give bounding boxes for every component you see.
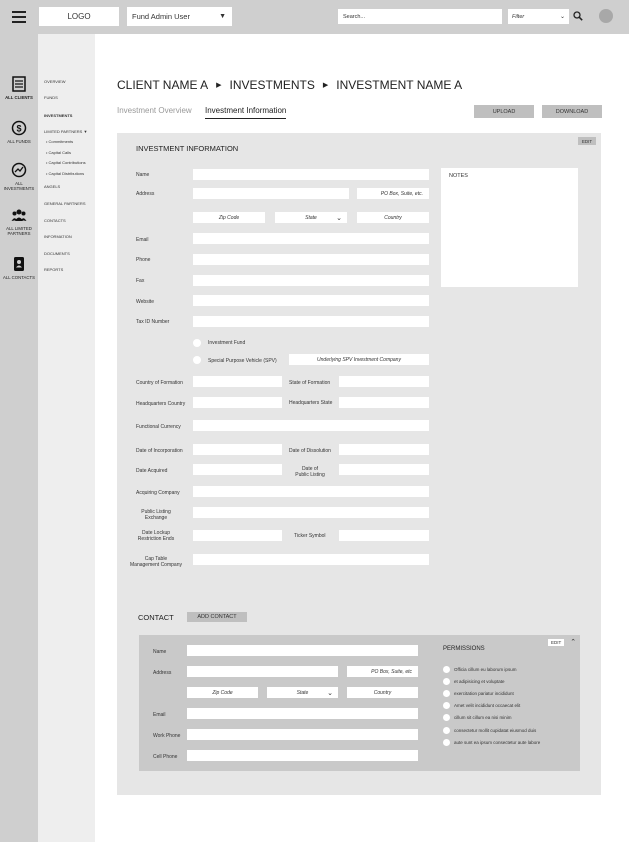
- breadcrumb-investment: INVESTMENT NAME A: [336, 78, 463, 92]
- country-formation-field[interactable]: [193, 376, 282, 387]
- cap-table-field[interactable]: [193, 554, 429, 565]
- chevron-down-icon: ⌄: [336, 214, 342, 222]
- permission-item[interactable]: exercitation pariatur incididunt: [443, 690, 514, 697]
- state-formation-label: State of Formation: [289, 380, 331, 386]
- contact-edit-controls: [548, 638, 578, 646]
- subnav-capital-contributions[interactable]: • Capital Contributions: [46, 160, 86, 165]
- contact-name-label: Name: [153, 649, 167, 655]
- email-label: Email: [136, 237, 149, 243]
- search-icon[interactable]: [573, 11, 583, 21]
- underlying-spv-field[interactable]: Underlying SPV Investment Company: [289, 354, 429, 365]
- hq-country-label: Headquarters Country: [136, 401, 186, 407]
- permission-radio[interactable]: [443, 666, 450, 673]
- date-acquired-field[interactable]: [193, 464, 282, 475]
- country-field[interactable]: Country: [357, 212, 429, 223]
- caret-down-icon: ▼: [219, 13, 226, 20]
- phone-label: Phone: [136, 257, 151, 263]
- website-label: Website: [136, 299, 154, 305]
- avatar[interactable]: [599, 9, 613, 23]
- upload-button[interactable]: UPLOAD: [474, 105, 534, 118]
- date-dissolution-field[interactable]: [339, 444, 429, 455]
- subnav-reports[interactable]: REPORTS: [44, 267, 64, 272]
- address-field[interactable]: [193, 188, 349, 199]
- permission-radio[interactable]: [443, 739, 450, 746]
- permission-radio[interactable]: [443, 727, 450, 734]
- breadcrumb: [117, 78, 462, 92]
- subnav-capital-calls[interactable]: • Capital Calls: [46, 150, 71, 155]
- name-label: Name: [136, 172, 150, 178]
- spv-label: Special Purpose Vehicle (SPV): [208, 358, 277, 364]
- contact-name-field[interactable]: [187, 645, 418, 656]
- contact-zip-field[interactable]: Zip Code: [187, 687, 258, 698]
- trend-icon: [11, 162, 27, 178]
- download-button[interactable]: DOWNLOAD: [542, 105, 602, 118]
- subnav-information[interactable]: INFORMATION: [44, 234, 72, 239]
- cell-phone-field[interactable]: [187, 750, 418, 761]
- contact-edit-button[interactable]: EDIT: [548, 639, 564, 646]
- notes-box[interactable]: NOTES: [441, 168, 578, 287]
- subnav-capital-distributions[interactable]: • Capital Distributions: [46, 171, 85, 176]
- svg-text:$: $: [16, 123, 22, 134]
- fax-label: Fax: [136, 278, 145, 284]
- acquiring-company-label: Acquiring Company: [136, 490, 180, 496]
- group-icon: [11, 207, 27, 223]
- edit-button[interactable]: EDIT: [578, 137, 596, 145]
- state-select[interactable]: State ⌄: [275, 212, 347, 223]
- nav-all-funds[interactable]: $ ALL FUNDS: [0, 120, 38, 144]
- contact-po-box-field[interactable]: PO Box, Suite, etc: [347, 666, 418, 677]
- tax-id-field[interactable]: [193, 316, 429, 327]
- chevron-up-icon[interactable]: ⌃: [570, 639, 577, 646]
- functional-currency-field[interactable]: [193, 420, 429, 431]
- investment-fund-radio[interactable]: [193, 339, 201, 347]
- zip-code-field[interactable]: Zip Code: [193, 212, 265, 223]
- add-contact-button[interactable]: ADD CONTACT: [187, 612, 247, 622]
- breadcrumb-separator-icon: ▶: [322, 82, 329, 89]
- cell-phone-label: Cell Phone: [153, 754, 178, 760]
- subnav-limited-partners[interactable]: LIMITED PARTNERS ▼: [44, 129, 88, 134]
- contact-title: CONTACT: [138, 613, 174, 622]
- date-lockup-field[interactable]: [193, 530, 282, 541]
- hamburger-menu-icon[interactable]: [12, 11, 26, 23]
- address-label: Address: [136, 191, 155, 197]
- search-input[interactable]: Search...: [338, 9, 502, 24]
- functional-currency-label: Functional Currency: [136, 424, 181, 430]
- nav-all-limited-partners[interactable]: ALL LIMITED PARTNERS: [0, 207, 38, 236]
- work-phone-label: Work Phone: [153, 733, 181, 739]
- permission-radio[interactable]: [443, 678, 450, 685]
- subnav-commitments[interactable]: • Commitments: [46, 139, 74, 144]
- ticker-label: Ticker Symbol: [294, 533, 326, 539]
- cap-table-label: Cap Table Management Company: [130, 556, 182, 568]
- permissions-title: PERMISSIONS: [443, 646, 485, 652]
- permission-item[interactable]: et adipisicing et voluptate: [443, 678, 505, 685]
- chevron-down-icon: ⌄: [559, 14, 565, 20]
- date-incorporation-field[interactable]: [193, 444, 282, 455]
- contact-email-field[interactable]: [187, 708, 418, 719]
- acquiring-company-field[interactable]: [193, 486, 429, 497]
- left-nav: [0, 34, 38, 842]
- contacts-icon: [11, 256, 27, 272]
- phone-field[interactable]: [193, 254, 429, 265]
- permission-item[interactable]: aute sunt ea ipsum consectetur aute labore: [443, 739, 540, 746]
- tab-investment-overview[interactable]: Investment Overview: [117, 106, 192, 115]
- permission-item[interactable]: cillum sit cillum ea nisi minim: [443, 714, 512, 721]
- tab-investment-information[interactable]: Investment Information: [205, 106, 286, 119]
- hq-country-field[interactable]: [193, 397, 282, 408]
- filter-select[interactable]: Filter ⌄: [508, 9, 569, 24]
- country-formation-label: Country of Formation: [136, 380, 183, 386]
- hq-state-label: Headquarters State: [289, 400, 333, 406]
- permission-radio[interactable]: [443, 702, 450, 709]
- nav-all-contacts[interactable]: ALL CONTACTS: [0, 256, 38, 280]
- permission-item[interactable]: Officia cillum eu laborum ipsum: [443, 666, 516, 673]
- list-icon: [11, 76, 27, 92]
- spv-radio[interactable]: [193, 356, 201, 364]
- email-field[interactable]: [193, 233, 429, 244]
- public-listing-exchange-field[interactable]: [193, 507, 429, 518]
- contact-country-field[interactable]: Country: [347, 687, 418, 698]
- permission-item[interactable]: consectetur mollit cupidatat eiusmod duis: [443, 727, 536, 734]
- logo: LOGO: [39, 7, 119, 26]
- breadcrumb-separator-icon: ▶: [216, 82, 222, 89]
- contact-state-select[interactable]: State ⌄: [267, 687, 338, 698]
- section-title: INVESTMENT INFORMATION: [136, 144, 239, 153]
- public-listing-exchange-label: Public Listing Exchange: [141, 509, 171, 521]
- date-dissolution-label: Date of Dissolution: [289, 448, 331, 454]
- sub-nav: [38, 34, 95, 842]
- subnav-angels[interactable]: ANGELS: [44, 184, 61, 189]
- nav-all-clients[interactable]: ALL CLIENTS: [0, 76, 38, 100]
- state-formation-field[interactable]: [339, 376, 429, 387]
- po-box-field[interactable]: PO Box, Suite, etc.: [357, 188, 429, 199]
- dollar-icon: [11, 120, 27, 136]
- date-acquired-label: Date Acquired: [136, 468, 168, 474]
- subnav-investments[interactable]: INVESTMENTS: [44, 113, 73, 118]
- subnav-contacts[interactable]: CONTACTS: [44, 218, 66, 223]
- contact-address-field[interactable]: [187, 666, 338, 677]
- subnav-overview[interactable]: OVERVIEW: [44, 79, 66, 84]
- user-select-value: Fund Admin User: [132, 12, 190, 21]
- date-public-listing-field[interactable]: [339, 464, 429, 475]
- date-lockup-label: Date Lockup Restriction Ends: [137, 530, 175, 542]
- investment-fund-label: Investment Fund: [208, 340, 246, 346]
- contact-address-label: Address: [153, 670, 172, 676]
- contact-email-label: Email: [153, 712, 166, 718]
- fax-field[interactable]: [193, 275, 429, 286]
- permission-radio[interactable]: [443, 690, 450, 697]
- website-field[interactable]: [193, 295, 429, 306]
- chevron-down-icon: ⌄: [327, 689, 333, 697]
- hq-state-field[interactable]: [339, 397, 429, 408]
- work-phone-field[interactable]: [187, 729, 418, 740]
- caret-down-icon: ▼: [83, 129, 88, 134]
- subnav-funds[interactable]: FUNDS: [44, 95, 58, 100]
- breadcrumb-investments[interactable]: INVESTMENTS: [229, 78, 315, 92]
- permission-radio[interactable]: [443, 714, 450, 721]
- date-incorporation-label: Date of Incorporation: [136, 448, 183, 454]
- breadcrumb-client[interactable]: CLIENT NAME A: [117, 78, 209, 92]
- subnav-general-partners[interactable]: GENERAL PARTNERS: [44, 201, 86, 206]
- subnav-documents[interactable]: DOCUMENTS: [44, 251, 70, 256]
- ticker-field[interactable]: [339, 530, 429, 541]
- tax-id-label: Tax ID Number: [136, 319, 170, 325]
- permission-item[interactable]: Amet velit incididunt occaecat elit: [443, 702, 520, 709]
- user-select[interactable]: [127, 7, 232, 26]
- nav-all-investments[interactable]: ALL INVESTMENTS: [0, 162, 38, 191]
- date-public-listing-label: Date of Public Listing: [295, 466, 325, 478]
- name-field[interactable]: [193, 169, 429, 180]
